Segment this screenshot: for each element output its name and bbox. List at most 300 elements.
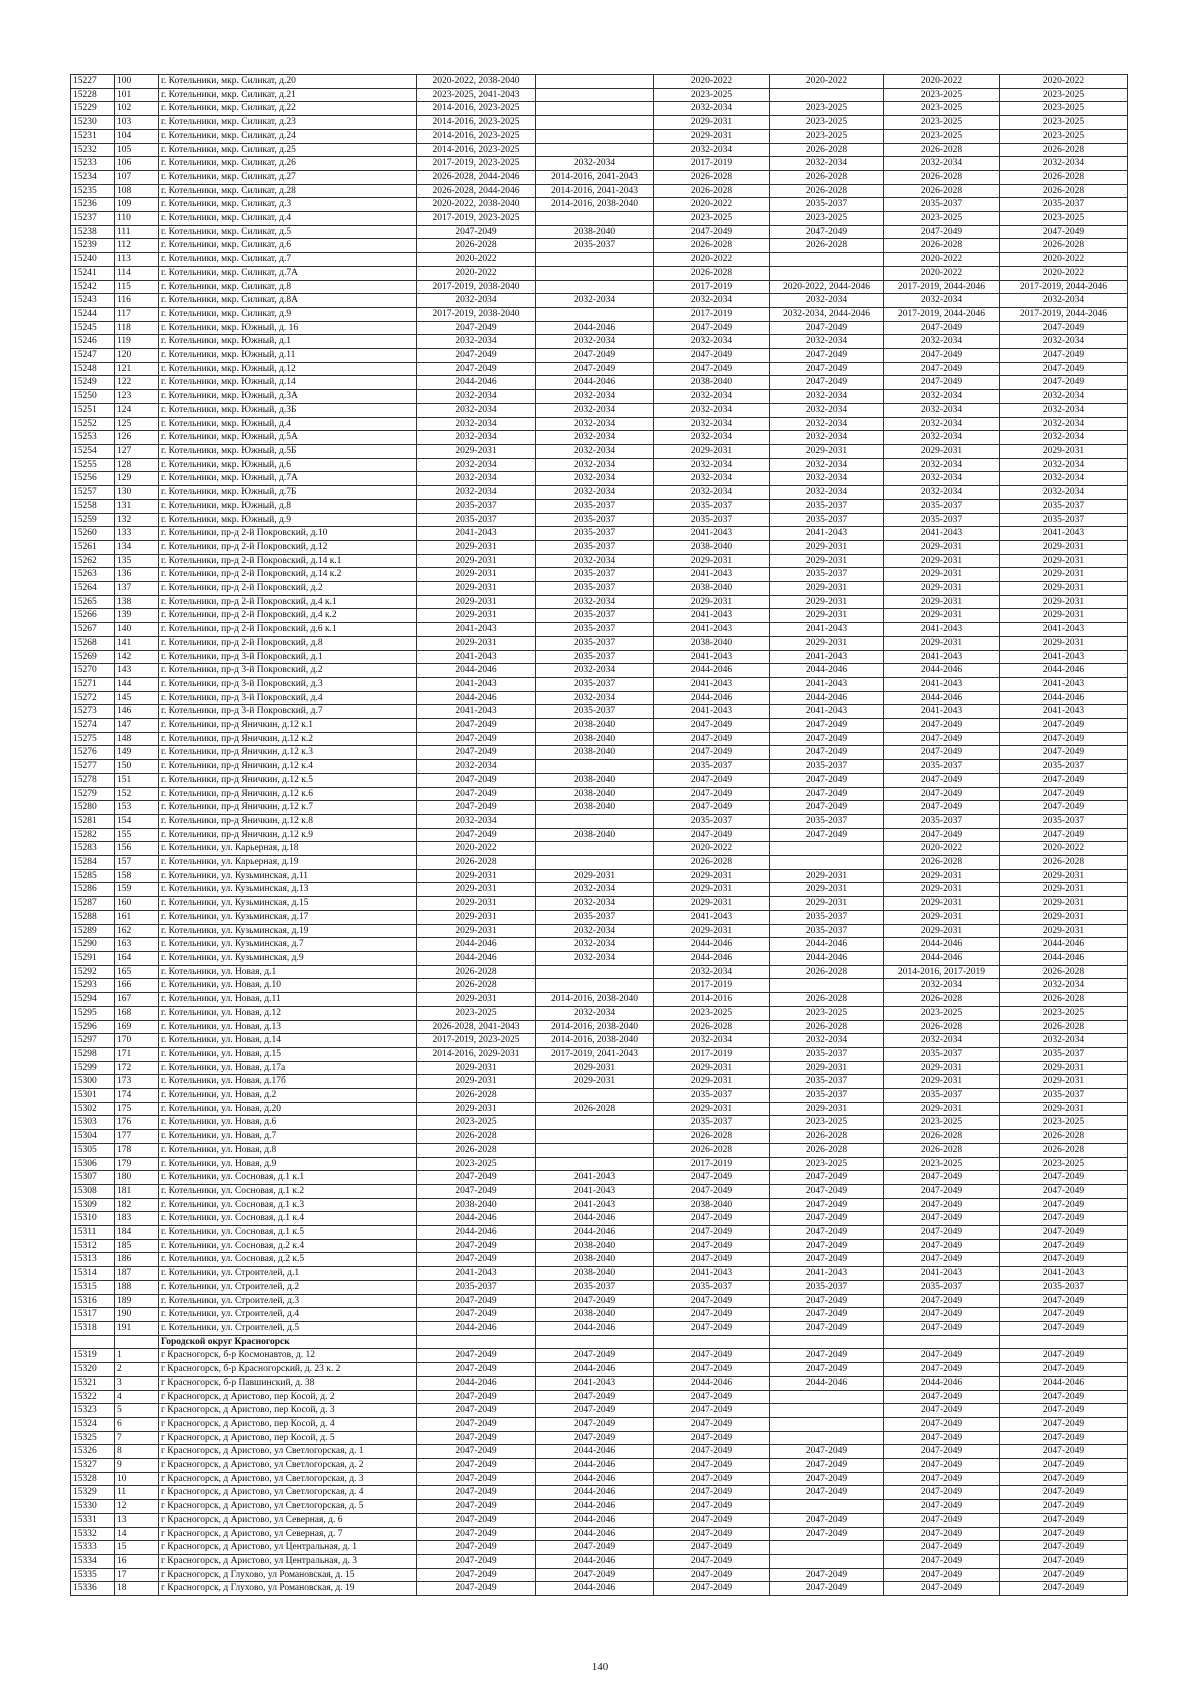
table-cell: 2032-2034 <box>884 431 1000 445</box>
table-cell: 115 <box>115 280 159 294</box>
table-cell: 156 <box>115 842 159 856</box>
table-cell: 2023-2025 <box>884 1116 1000 1130</box>
table-cell: г. Котельники, мкр. Силикат, д.28 <box>159 184 417 198</box>
table-cell: 15259 <box>71 513 115 527</box>
table-cell: 2032-2034 <box>536 390 654 404</box>
table-cell: г. Котельники, мкр. Южный, д. 16 <box>159 321 417 335</box>
table-cell: 122 <box>115 376 159 390</box>
table-cell: 2047-2049 <box>884 1417 1000 1431</box>
table-cell: 2026-2028 <box>884 143 1000 157</box>
table-cell: 2041-2043 <box>770 623 884 637</box>
table-cell <box>417 1335 536 1349</box>
table-cell: 2035-2037 <box>884 1047 1000 1061</box>
table-row <box>71 554 1128 568</box>
table-cell: 2047-2049 <box>770 1239 884 1253</box>
table-cell <box>536 307 654 321</box>
table-cell: 2014-2016, 2038-2040 <box>536 1020 654 1034</box>
table-cell <box>536 212 654 226</box>
table-cell: 2026-2028, 2041-2043 <box>417 1020 536 1034</box>
table-row <box>71 1349 1128 1363</box>
table-cell: 145 <box>115 691 159 705</box>
table-cell: 2047-2049 <box>770 1568 884 1582</box>
table-cell: 2041-2043 <box>884 1267 1000 1281</box>
table-row <box>71 705 1128 719</box>
table-cell: 2032-2034 <box>770 458 884 472</box>
table-cell: 15273 <box>71 705 115 719</box>
table-cell: 188 <box>115 1280 159 1294</box>
table-cell: 2044-2046 <box>884 952 1000 966</box>
table-cell: 2035-2037 <box>536 1280 654 1294</box>
table-cell: 2044-2046 <box>536 1212 654 1226</box>
table-cell: 127 <box>115 444 159 458</box>
table-cell: 2044-2046 <box>1000 938 1128 952</box>
table-row <box>71 1253 1128 1267</box>
table-cell: 2023-2025 <box>1000 102 1128 116</box>
table-cell: 2032-2034 <box>1000 403 1128 417</box>
table-cell: 2047-2049 <box>654 1184 770 1198</box>
table-cell: 2029-2031 <box>417 993 536 1007</box>
table-cell: 15297 <box>71 1034 115 1048</box>
table-cell: 2032-2034 <box>536 458 654 472</box>
table-cell: 15309 <box>71 1198 115 1212</box>
table-cell: г. Котельники, пр-д 2-й Покровский, д.14 к.1 <box>159 554 417 568</box>
table-cell: 2014-2016 <box>654 993 770 1007</box>
table-cell: 2047-2049 <box>770 1486 884 1500</box>
table-row <box>71 376 1128 390</box>
table-cell: 2029-2031 <box>417 444 536 458</box>
table-cell: г Красногорск, д Аристово, ул Светлогорская, д. 3 <box>159 1472 417 1486</box>
table-cell: 15256 <box>71 472 115 486</box>
table-cell: 2047-2049 <box>654 1390 770 1404</box>
table-cell: 2035-2037 <box>536 239 654 253</box>
table-cell: 2047-2049 <box>654 321 770 335</box>
table-cell: 2047-2049 <box>654 1431 770 1445</box>
table-cell: 2047-2049 <box>417 1404 536 1418</box>
table-cell: 2029-2031 <box>417 568 536 582</box>
table-cell: 2023-2025 <box>417 1006 536 1020</box>
table-cell: 15322 <box>71 1390 115 1404</box>
table-cell: 2020-2022 <box>1000 842 1128 856</box>
table-cell: 2047-2049 <box>884 362 1000 376</box>
table-cell: 2047-2049 <box>884 746 1000 760</box>
table-cell: 2035-2037 <box>536 623 654 637</box>
table-cell: 2026-2028 <box>654 1020 770 1034</box>
table-cell: 2047-2049 <box>1000 1513 1128 1527</box>
table-cell: 2017-2019, 2044-2046 <box>884 280 1000 294</box>
table-cell: 2047-2049 <box>770 1349 884 1363</box>
table-cell: 2035-2037 <box>536 568 654 582</box>
table-cell: 2020-2022 <box>654 253 770 267</box>
table-cell: 165 <box>115 965 159 979</box>
table-cell: 15326 <box>71 1445 115 1459</box>
table-cell: 2047-2049 <box>654 746 770 760</box>
table-cell: 2020-2022 <box>417 253 536 267</box>
table-cell: 2029-2031 <box>770 636 884 650</box>
table-cell: 189 <box>115 1294 159 1308</box>
table-row <box>71 1294 1128 1308</box>
table-cell: 15330 <box>71 1500 115 1514</box>
table-cell: 2029-2031 <box>770 540 884 554</box>
table-cell: 2035-2037 <box>654 760 770 774</box>
table-cell: 2029-2031 <box>654 129 770 143</box>
table-cell: 2029-2031 <box>884 1061 1000 1075</box>
table-cell: 102 <box>115 102 159 116</box>
table-cell: г. Котельники, ул. Сосновая, д.1 к.4 <box>159 1212 417 1226</box>
table-cell: 105 <box>115 143 159 157</box>
table-cell: 15291 <box>71 952 115 966</box>
table-cell: 2047-2049 <box>1000 1349 1128 1363</box>
table-cell: 2032-2034 <box>1000 979 1128 993</box>
table-cell: 15307 <box>71 1171 115 1185</box>
table-cell: 2044-2046 <box>536 1226 654 1240</box>
table-cell: 109 <box>115 198 159 212</box>
table-cell: 15288 <box>71 910 115 924</box>
table-row <box>71 1075 1128 1089</box>
table-cell: 161 <box>115 910 159 924</box>
table-cell: 2017-2019, 2044-2046 <box>1000 280 1128 294</box>
table-cell: 2047-2049 <box>417 1184 536 1198</box>
table-cell: 2029-2031 <box>654 897 770 911</box>
table-cell: 6 <box>115 1417 159 1431</box>
table-row <box>71 1541 1128 1555</box>
table-cell: 2047-2049 <box>536 1541 654 1555</box>
table-cell: 2047-2049 <box>654 732 770 746</box>
table-row <box>71 540 1128 554</box>
table-cell: 2032-2034 <box>536 952 654 966</box>
table-cell: г Красногорск, д Аристово, ул Северная, д. 6 <box>159 1513 417 1527</box>
table-cell: 2032-2034 <box>536 924 654 938</box>
table-cell: 2026-2028 <box>1000 856 1128 870</box>
table-cell: 171 <box>115 1047 159 1061</box>
table-cell: 2023-2025 <box>417 1157 536 1171</box>
table-cell: 2035-2037 <box>1000 1047 1128 1061</box>
table-cell <box>536 1157 654 1171</box>
table-row <box>71 444 1128 458</box>
table-cell: 2047-2049 <box>417 1171 536 1185</box>
table-cell: 2047-2049 <box>654 1321 770 1335</box>
table-cell <box>770 253 884 267</box>
table-cell: 154 <box>115 814 159 828</box>
table-cell: 2032-2034 <box>654 458 770 472</box>
table-cell: 15295 <box>71 1006 115 1020</box>
table-cell: 2026-2028 <box>884 993 1000 1007</box>
table-cell: г. Котельники, пр-д 2-й Покровский, д.4 к.2 <box>159 609 417 623</box>
table-cell: 2047-2049 <box>1000 1171 1128 1185</box>
table-cell: г Красногорск, д Аристово, пер Косой, д. 2 <box>159 1390 417 1404</box>
table-row <box>71 773 1128 787</box>
schedule-table <box>70 74 1128 1596</box>
table-cell: 2029-2031 <box>770 1061 884 1075</box>
document-sheet <box>70 74 1127 1596</box>
table-row <box>71 225 1128 239</box>
table-cell: 2029-2031 <box>654 883 770 897</box>
table-cell: 2047-2049 <box>1000 1554 1128 1568</box>
table-cell: 15261 <box>71 540 115 554</box>
table-cell: 2047-2049 <box>770 1321 884 1335</box>
table-cell: 2047-2049 <box>1000 746 1128 760</box>
table-cell: 15228 <box>71 88 115 102</box>
table-cell <box>536 129 654 143</box>
table-cell: 15272 <box>71 691 115 705</box>
table-cell: г. Котельники, пр-д 3-й Покровский, д.7 <box>159 705 417 719</box>
table-cell: 2044-2046 <box>654 938 770 952</box>
table-cell: 3 <box>115 1376 159 1390</box>
table-cell <box>536 856 654 870</box>
table-cell: 2047-2049 <box>770 1527 884 1541</box>
table-cell: 191 <box>115 1321 159 1335</box>
table-cell: 2047-2049 <box>1000 1308 1128 1322</box>
table-cell: 2032-2034 <box>1000 417 1128 431</box>
table-cell: 181 <box>115 1184 159 1198</box>
table-cell: 2047-2049 <box>417 1239 536 1253</box>
table-cell: 2041-2043 <box>654 527 770 541</box>
table-cell: 15280 <box>71 801 115 815</box>
table-cell: 180 <box>115 1171 159 1185</box>
table-cell: 15298 <box>71 1047 115 1061</box>
table-cell: 2047-2049 <box>536 349 654 363</box>
table-cell: 187 <box>115 1267 159 1281</box>
table-cell: 2038-2040 <box>654 636 770 650</box>
table-cell: 2047-2049 <box>770 746 884 760</box>
table-cell: г. Котельники, пр-д 2-й Покровский, д.4 к.1 <box>159 595 417 609</box>
table-cell: г. Котельники, мкр. Силикат, д.7 <box>159 253 417 267</box>
table-cell: 2026-2028 <box>1000 239 1128 253</box>
table-cell: 2047-2049 <box>654 787 770 801</box>
table-cell: 2032-2034 <box>536 417 654 431</box>
table-cell: 2032-2034 <box>417 335 536 349</box>
table-row <box>71 253 1128 267</box>
table-cell: 2035-2037 <box>884 499 1000 513</box>
table-cell: 2044-2046 <box>536 1513 654 1527</box>
table-cell: 2044-2046 <box>417 938 536 952</box>
table-cell: 2041-2043 <box>536 1171 654 1185</box>
table-cell: 15267 <box>71 623 115 637</box>
table-cell: 2047-2049 <box>770 349 884 363</box>
table-row <box>71 1089 1128 1103</box>
table-cell: 2026-2028 <box>884 239 1000 253</box>
table-cell: 2026-2028 <box>654 170 770 184</box>
table-cell <box>770 856 884 870</box>
table-cell: 2044-2046 <box>654 664 770 678</box>
table-cell: 2047-2049 <box>884 1212 1000 1226</box>
table-cell: 15292 <box>71 965 115 979</box>
table-row <box>71 1321 1128 1335</box>
table-cell: 2032-2034 <box>884 472 1000 486</box>
table-body <box>71 75 1128 1596</box>
table-cell: 185 <box>115 1239 159 1253</box>
table-cell <box>770 842 884 856</box>
table-cell: 2047-2049 <box>1000 719 1128 733</box>
table-cell: 2047-2049 <box>654 1171 770 1185</box>
table-cell: 2017-2019, 2044-2046 <box>1000 307 1128 321</box>
table-cell: 2029-2031 <box>1000 869 1128 883</box>
table-cell: 2029-2031 <box>654 924 770 938</box>
table-cell: 2047-2049 <box>884 1500 1000 1514</box>
table-cell: 2047-2049 <box>654 1417 770 1431</box>
table-cell: 176 <box>115 1116 159 1130</box>
table-cell: 2035-2037 <box>770 1089 884 1103</box>
table-cell: 2047-2049 <box>654 1226 770 1240</box>
table-cell: г Красногорск, д Глухово, ул Романовская, д. 15 <box>159 1568 417 1582</box>
table-row <box>71 1335 1128 1349</box>
table-row <box>71 1020 1128 1034</box>
table-cell: 2047-2049 <box>1000 1321 1128 1335</box>
table-cell: г. Котельники, ул. Сосновая, д.2 к.4 <box>159 1239 417 1253</box>
table-cell: 2029-2031 <box>884 1075 1000 1089</box>
table-cell: 2029-2031 <box>1000 568 1128 582</box>
table-cell: 2047-2049 <box>1000 1568 1128 1582</box>
table-cell: 2041-2043 <box>770 705 884 719</box>
table-cell: 2038-2040 <box>536 719 654 733</box>
table-cell: 2038-2040 <box>536 1239 654 1253</box>
table-cell: 2032-2034 <box>654 486 770 500</box>
table-cell: 2047-2049 <box>770 1294 884 1308</box>
table-cell: г. Котельники, ул. Строителей, д.5 <box>159 1321 417 1335</box>
table-cell: 15284 <box>71 856 115 870</box>
table-cell: 2026-2028 <box>884 1020 1000 1034</box>
table-cell: 2038-2040 <box>536 225 654 239</box>
table-cell: 2047-2049 <box>1000 828 1128 842</box>
table-cell: 178 <box>115 1143 159 1157</box>
table-cell: 2047-2049 <box>884 1226 1000 1240</box>
table-row <box>71 1445 1128 1459</box>
table-cell: 15254 <box>71 444 115 458</box>
table-cell: 2047-2049 <box>536 1568 654 1582</box>
table-cell <box>770 1500 884 1514</box>
table-row <box>71 883 1128 897</box>
table-cell: 2017-2019, 2023-2025 <box>417 212 536 226</box>
table-row <box>71 1157 1128 1171</box>
table-cell: 2035-2037 <box>770 1075 884 1089</box>
table-cell: 2014-2016, 2023-2025 <box>417 102 536 116</box>
table-cell: 2041-2043 <box>884 623 1000 637</box>
table-cell: 2035-2037 <box>654 1089 770 1103</box>
table-cell: 2029-2031 <box>884 568 1000 582</box>
table-cell: 2047-2049 <box>654 1554 770 1568</box>
table-cell: г Красногорск, д Аристово, ул Центральная, д. 1 <box>159 1541 417 1555</box>
table-cell: г. Котельники, мкр. Силикат, д.8А <box>159 294 417 308</box>
table-cell: 2026-2028 <box>1000 965 1128 979</box>
table-cell: 15335 <box>71 1568 115 1582</box>
table-row <box>71 1472 1128 1486</box>
table-cell: 2035-2037 <box>417 499 536 513</box>
table-cell: 2029-2031 <box>884 636 1000 650</box>
table-cell: 2023-2025 <box>654 88 770 102</box>
table-row <box>71 842 1128 856</box>
table-cell: 2047-2049 <box>417 362 536 376</box>
table-row <box>71 952 1128 966</box>
table-cell: г. Котельники, ул. Новая, д.20 <box>159 1102 417 1116</box>
table-cell: 15313 <box>71 1253 115 1267</box>
table-cell: 2047-2049 <box>884 1404 1000 1418</box>
table-cell: 2044-2046 <box>536 1500 654 1514</box>
table-cell: г. Котельники, мкр. Силикат, д.25 <box>159 143 417 157</box>
table-cell: 2044-2046 <box>770 938 884 952</box>
table-cell: 2047-2049 <box>1000 1459 1128 1473</box>
table-cell: 2032-2034 <box>417 294 536 308</box>
table-row <box>71 486 1128 500</box>
table-cell: 15245 <box>71 321 115 335</box>
table-cell: 2047-2049 <box>1000 773 1128 787</box>
table-cell: 2029-2031 <box>417 554 536 568</box>
table-cell: 2044-2046 <box>1000 664 1128 678</box>
table-cell: 2044-2046 <box>884 938 1000 952</box>
table-cell: 2047-2049 <box>417 1308 536 1322</box>
table-cell: г. Котельники, ул. Карьерная, д.19 <box>159 856 417 870</box>
table-cell: 2047-2049 <box>1000 1253 1128 1267</box>
table-cell: 2047-2049 <box>654 1568 770 1582</box>
table-cell: 2026-2028 <box>884 170 1000 184</box>
table-cell: 2020-2022 <box>884 842 1000 856</box>
table-cell: 13 <box>115 1513 159 1527</box>
table-cell: 2029-2031 <box>417 609 536 623</box>
table-cell: г. Котельники, мкр. Южный, д.6 <box>159 458 417 472</box>
table-cell: 15331 <box>71 1513 115 1527</box>
table-cell: 149 <box>115 746 159 760</box>
table-cell: 158 <box>115 869 159 883</box>
table-cell: 2032-2034 <box>536 444 654 458</box>
table-cell: 2032-2034 <box>417 431 536 445</box>
table-cell: 15315 <box>71 1280 115 1294</box>
table-cell: 2032-2034 <box>536 472 654 486</box>
table-row <box>71 924 1128 938</box>
table-cell: 2029-2031 <box>417 540 536 554</box>
table-cell: 2023-2025 <box>1000 212 1128 226</box>
table-cell: 2032-2034 <box>884 390 1000 404</box>
table-cell: 2014-2016, 2023-2025 <box>417 116 536 130</box>
table-cell: 2026-2028 <box>417 979 536 993</box>
table-cell: 2041-2043 <box>536 1184 654 1198</box>
table-cell: 2026-2028 <box>770 239 884 253</box>
table-row <box>71 212 1128 226</box>
table-cell: 2023-2025 <box>1000 129 1128 143</box>
table-cell: г. Котельники, ул. Новая, д.12 <box>159 1006 417 1020</box>
table-cell <box>770 979 884 993</box>
table-cell: 2041-2043 <box>770 527 884 541</box>
table-cell: 12 <box>115 1500 159 1514</box>
table-cell: 2035-2037 <box>770 910 884 924</box>
table-cell: 2044-2046 <box>770 952 884 966</box>
table-row <box>71 362 1128 376</box>
table-cell: 2032-2034 <box>1000 486 1128 500</box>
table-row <box>71 993 1128 1007</box>
table-cell: 2047-2049 <box>884 1294 1000 1308</box>
table-cell <box>536 979 654 993</box>
table-cell <box>536 1116 654 1130</box>
table-cell: 110 <box>115 212 159 226</box>
table-cell: 2047-2049 <box>1000 1404 1128 1418</box>
table-cell: 175 <box>115 1102 159 1116</box>
table-cell: г Красногорск, б-р Красногорский, д. 23 к. 2 <box>159 1363 417 1377</box>
table-cell: 2032-2034 <box>1000 335 1128 349</box>
table-cell: 2047-2049 <box>654 1349 770 1363</box>
table-cell: 2032-2034 <box>884 403 1000 417</box>
table-cell: 167 <box>115 993 159 1007</box>
table-cell: 15260 <box>71 527 115 541</box>
table-cell: г Красногорск, д Аристово, ул Светлогорская, д. 5 <box>159 1500 417 1514</box>
table-cell: 2047-2049 <box>654 1486 770 1500</box>
table-row <box>71 746 1128 760</box>
table-cell <box>536 1130 654 1144</box>
table-cell: 2029-2031 <box>770 869 884 883</box>
table-cell: 9 <box>115 1459 159 1473</box>
table-cell: г. Котельники, мкр. Силикат, д.23 <box>159 116 417 130</box>
table-cell: 2020-2022, 2038-2040 <box>417 75 536 89</box>
table-cell: 2032-2034 <box>884 335 1000 349</box>
table-cell: 15303 <box>71 1116 115 1130</box>
table-cell <box>536 75 654 89</box>
table-cell: 15336 <box>71 1582 115 1596</box>
